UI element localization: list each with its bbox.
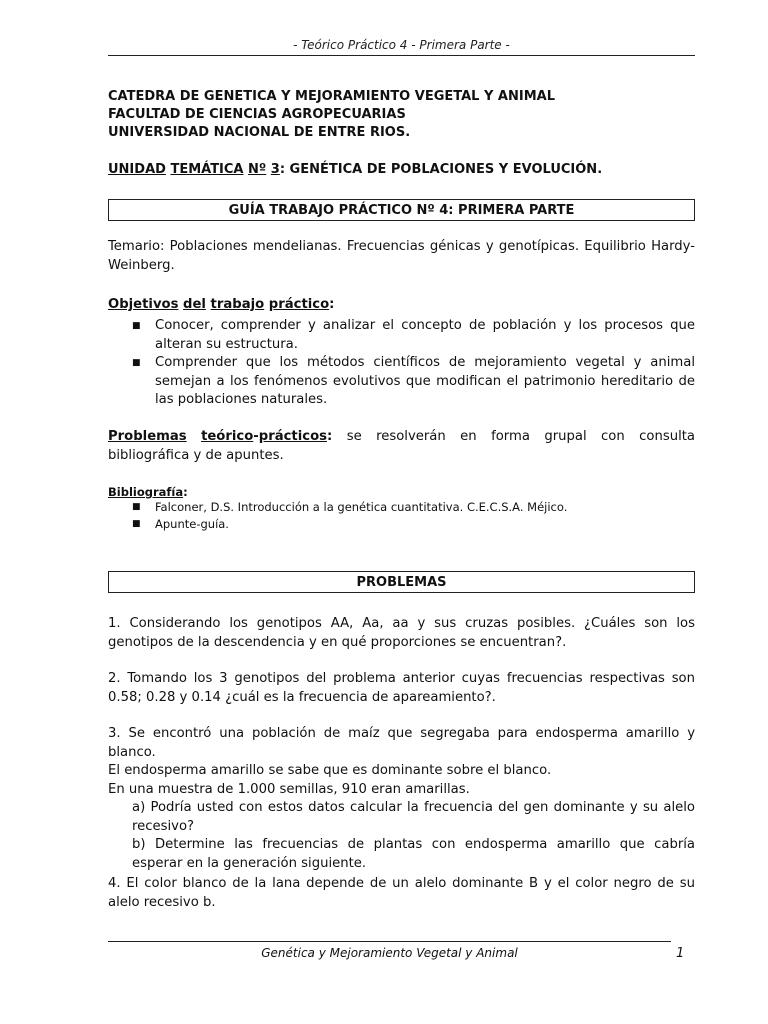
- bibliography-label: Bibliografía: [108, 485, 184, 499]
- unit-word: Nº: [248, 162, 267, 177]
- running-header: - Teórico Práctico 4 - Primera Parte -: [293, 38, 510, 52]
- objectives-word: trabajo: [210, 297, 265, 312]
- bibliography-colon: :: [183, 485, 188, 499]
- guide-title-box: GUÍA TRABAJO PRÁCTICO Nº 4: PRIMERA PARTE: [108, 199, 695, 221]
- problems-tp-colon: :: [326, 429, 333, 444]
- list-item-text: Comprender que los métodos científicos de mejoramiento vegetal y animal semejan a los fenómenos evolutivos que modifican el patrimonio hereditario de las poblaciones naturales.: [155, 355, 695, 407]
- institution-block: [108, 88, 555, 142]
- objectives-word: Objetivos: [108, 297, 179, 312]
- objectives-word: del: [183, 297, 206, 312]
- problem-3-line: 3. Se encontró una población de maíz que segregaba para endosperma amarillo y blanco.: [108, 726, 695, 760]
- running-footer: Genética y Mejoramiento Vegetal y Animal: [261, 946, 518, 960]
- list-item: [108, 317, 695, 354]
- unit-heading: [108, 162, 602, 177]
- footer-rule: [108, 941, 671, 942]
- list-item-text: Falconer, D.S. Introducción a la genética cuantitativa. C.E.C.S.A. Méjico.: [155, 500, 568, 514]
- problem-2: 2. Tomando los 3 genotipos del problema anterior cuyas frecuencias respectivas son 0.58; 0.28 y 0.14 ¿cuál es la frecuencia de apareamiento?.: [108, 671, 695, 705]
- square-bullet-icon: ■: [132, 321, 141, 331]
- bibliography-heading: [108, 485, 188, 499]
- unit-number: 3: [270, 162, 280, 177]
- unit-word: UNIDAD: [108, 162, 166, 177]
- square-bullet-icon: ■: [132, 502, 141, 512]
- institution-line: CATEDRA DE GENETICA Y MEJORAMIENTO VEGETAL Y ANIMAL: [108, 89, 555, 104]
- bibliography-list: [108, 499, 695, 533]
- list-item: [108, 516, 695, 533]
- list-item: [108, 499, 695, 516]
- unit-word: TEMÁTICA: [170, 162, 244, 177]
- problem-3-part-a: a) Podría usted con estos datos calcular la frecuencia del gen dominante y su alelo recesivo?: [132, 800, 695, 834]
- list-item-text: Conocer, comprender y analizar el concepto de población y los procesos que alteran su estructura.: [155, 318, 695, 352]
- problems-tp-text: se resolverán en forma grupal con consulta bibliográfica y de apuntes.: [108, 429, 695, 463]
- list-item-text: Apunte-guía.: [155, 517, 229, 531]
- square-bullet-icon: ■: [132, 358, 141, 368]
- square-bullet-icon: ■: [132, 519, 141, 529]
- problem-3-line: En una muestra de 1.000 semillas, 910 eran amarillas.: [108, 781, 470, 797]
- problem-3: [108, 725, 695, 873]
- problems-tp-word: teórico: [201, 429, 254, 444]
- page-number: 1: [676, 946, 685, 961]
- problems-title-box: PROBLEMAS: [108, 571, 695, 593]
- problem-4: 4. El color blanco de la lana depende de un alelo dominante B y el color negro de su alelo recesivo b.: [108, 876, 695, 910]
- objectives-word: práctico: [268, 297, 330, 312]
- list-item: [108, 354, 695, 410]
- institution-line: FACULTAD DE CIENCIAS AGROPECUARIAS: [108, 107, 406, 122]
- problems-tp-word: prácticos: [258, 429, 327, 444]
- problems-tp-word: Problemas: [108, 429, 187, 444]
- objectives-heading: [108, 297, 334, 312]
- unit-title: : GENÉTICA DE POBLACIONES Y EVOLUCIÓN.: [279, 162, 603, 177]
- problem-1: 1. Considerando los genotipos AA, Aa, aa y sus cruzas posibles. ¿Cuáles son los genotipos de la descendencia y en qué proporciones se encuentran?.: [108, 616, 695, 650]
- header-rule: [108, 55, 695, 56]
- problem-3-line: El endosperma amarillo se sabe que es dominante sobre el blanco.: [108, 763, 552, 778]
- problem-3-part-b: b) Determine las frecuencias de plantas con endosperma amarillo que cabría esperar en la generación siguiente.: [132, 837, 695, 871]
- objectives-colon: :: [329, 297, 335, 312]
- institution-line: UNIVERSIDAD NACIONAL DE ENTRE RIOS.: [108, 125, 411, 140]
- objectives-list: [108, 317, 695, 410]
- temario-paragraph: Temario: Poblaciones mendelianas. Frecuencias génicas y genotípicas. Equilibrio Hardy-Weinberg.: [108, 239, 695, 273]
- problems-tp-dash: -: [253, 429, 259, 444]
- problems-theoretical-paragraph: [108, 428, 695, 465]
